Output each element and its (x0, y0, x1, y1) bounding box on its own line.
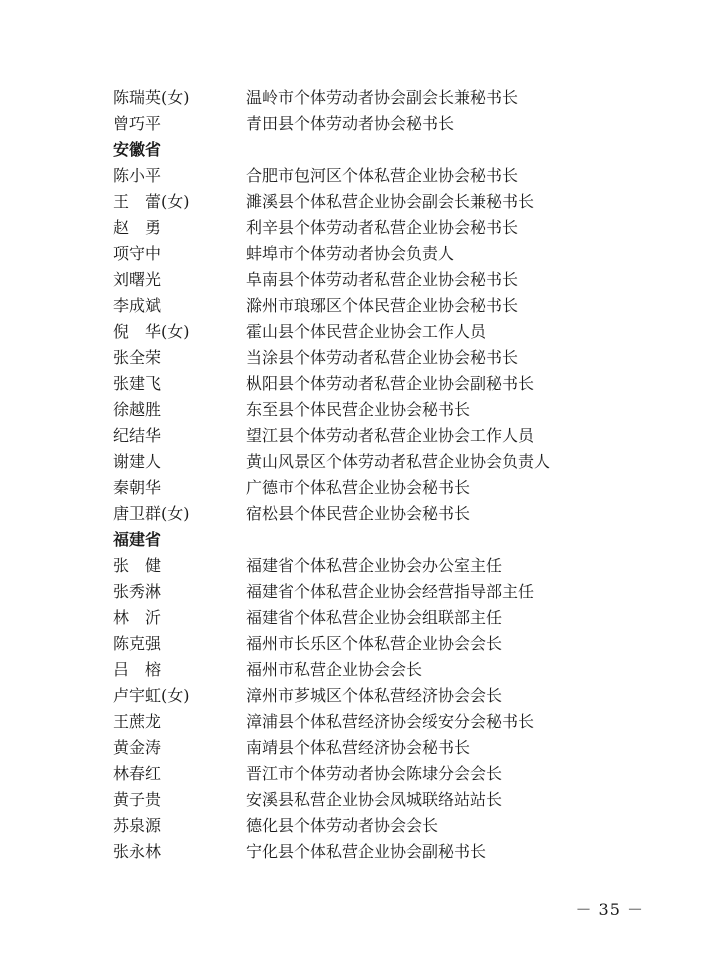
member-title: 晋江市个体劳动者协会陈埭分会会长 (246, 764, 503, 783)
list-item (113, 85, 633, 111)
list-item (113, 553, 633, 579)
list-item (113, 111, 633, 137)
page-number: － 35 － (575, 900, 644, 919)
member-name: 黄金涛 (113, 738, 162, 757)
list-item (113, 579, 633, 605)
member-name: 张秀淋 (113, 582, 162, 601)
member-title: 福建省个体私营企业协会经营指导部主任 (246, 582, 535, 601)
member-name: 曾巧平 (113, 114, 162, 133)
member-name: 王蔗龙 (113, 712, 162, 731)
list-item (113, 215, 633, 241)
list-item (113, 319, 633, 345)
member-name: 李成斌 (113, 296, 162, 315)
member-title: 滁州市琅琊区个体民营企业协会秘书长 (246, 296, 519, 315)
member-title: 温岭市个体劳动者协会副会长兼秘书长 (246, 88, 519, 107)
member-title: 漳州市芗城区个体私营经济协会会长 (246, 686, 503, 705)
member-name: 卢宇虹(女) (113, 686, 190, 705)
list-item (113, 241, 633, 267)
member-name: 陈小平 (113, 166, 162, 185)
member-title: 黄山风景区个体劳动者私营企业协会负责人 (246, 452, 551, 471)
member-name: 张 健 (113, 556, 162, 575)
list-item (113, 189, 633, 215)
member-name: 倪 华(女) (113, 322, 190, 341)
member-title: 枞阳县个体劳动者私营企业协会副秘书长 (246, 374, 535, 393)
member-name: 徐越胜 (113, 400, 162, 419)
list-item (113, 501, 633, 527)
list-item (113, 761, 633, 787)
list-item (113, 163, 633, 189)
member-list (113, 85, 633, 865)
list-item (113, 267, 633, 293)
list-item (113, 345, 633, 371)
member-title: 濉溪县个体私营企业协会副会长兼秘书长 (246, 192, 535, 211)
member-title: 德化县个体劳动者协会会长 (246, 816, 439, 835)
list-item (113, 423, 633, 449)
member-title: 当涂县个体劳动者私营企业协会秘书长 (246, 348, 519, 367)
member-name: 林 沂 (113, 608, 162, 627)
list-item (113, 735, 633, 761)
province-heading: 安徽省 (113, 140, 162, 159)
member-name: 唐卫群(女) (113, 504, 190, 523)
member-name: 张永林 (113, 842, 162, 861)
member-name: 吕 榕 (113, 660, 162, 679)
member-name: 林春红 (113, 764, 162, 783)
member-name: 赵 勇 (113, 218, 162, 237)
member-title: 宿松县个体民营企业协会秘书长 (246, 504, 471, 523)
member-name: 王 蕾(女) (113, 192, 190, 211)
list-item (113, 605, 633, 631)
member-title: 漳浦县个体私营经济协会绥安分会秘书长 (246, 712, 535, 731)
member-name: 纪结华 (113, 426, 162, 445)
member-title: 青田县个体劳动者协会秘书长 (246, 114, 455, 133)
member-name: 谢建人 (113, 452, 162, 471)
member-title: 望江县个体劳动者私营企业协会工作人员 (246, 426, 535, 445)
member-name: 陈克强 (113, 634, 162, 653)
member-title: 利辛县个体劳动者私营企业协会秘书长 (246, 218, 519, 237)
member-title: 福州市长乐区个体私营企业协会会长 (246, 634, 503, 653)
member-name: 黄子贵 (113, 790, 162, 809)
member-title: 蚌埠市个体劳动者协会负责人 (246, 244, 455, 263)
list-item (113, 371, 633, 397)
member-name: 张建飞 (113, 374, 162, 393)
list-item (113, 683, 633, 709)
member-title: 霍山县个体民营企业协会工作人员 (246, 322, 487, 341)
member-title: 安溪县私营企业协会凤城联络站站长 (246, 790, 503, 809)
member-title: 福建省个体私营企业协会办公室主任 (246, 556, 503, 575)
member-name: 刘曙光 (113, 270, 162, 289)
member-name: 张全荣 (113, 348, 162, 367)
list-item (113, 787, 633, 813)
member-title: 广德市个体私营企业协会秘书长 (246, 478, 471, 497)
member-name: 陈瑞英(女) (113, 88, 190, 107)
member-name: 苏泉源 (113, 816, 162, 835)
list-item (113, 449, 633, 475)
member-title: 合肥市包河区个体私营企业协会秘书长 (246, 166, 519, 185)
member-name: 项守中 (113, 244, 162, 263)
list-item (113, 709, 633, 735)
list-item (113, 397, 633, 423)
list-item (113, 813, 633, 839)
member-title: 阜南县个体劳动者私营企业协会秘书长 (246, 270, 519, 289)
member-title: 福建省个体私营企业协会组联部主任 (246, 608, 503, 627)
list-item (113, 657, 633, 683)
list-item (113, 293, 633, 319)
province-heading: 福建省 (113, 530, 162, 549)
member-title: 南靖县个体私营经济协会秘书长 (246, 738, 471, 757)
member-title: 福州市私营企业协会会长 (246, 660, 423, 679)
member-title: 东至县个体民营企业协会秘书长 (246, 400, 471, 419)
list-item (113, 631, 633, 657)
member-name: 秦朝华 (113, 478, 162, 497)
list-item (113, 839, 633, 865)
member-title: 宁化县个体私营企业协会副秘书长 (246, 842, 487, 861)
list-item (113, 475, 633, 501)
